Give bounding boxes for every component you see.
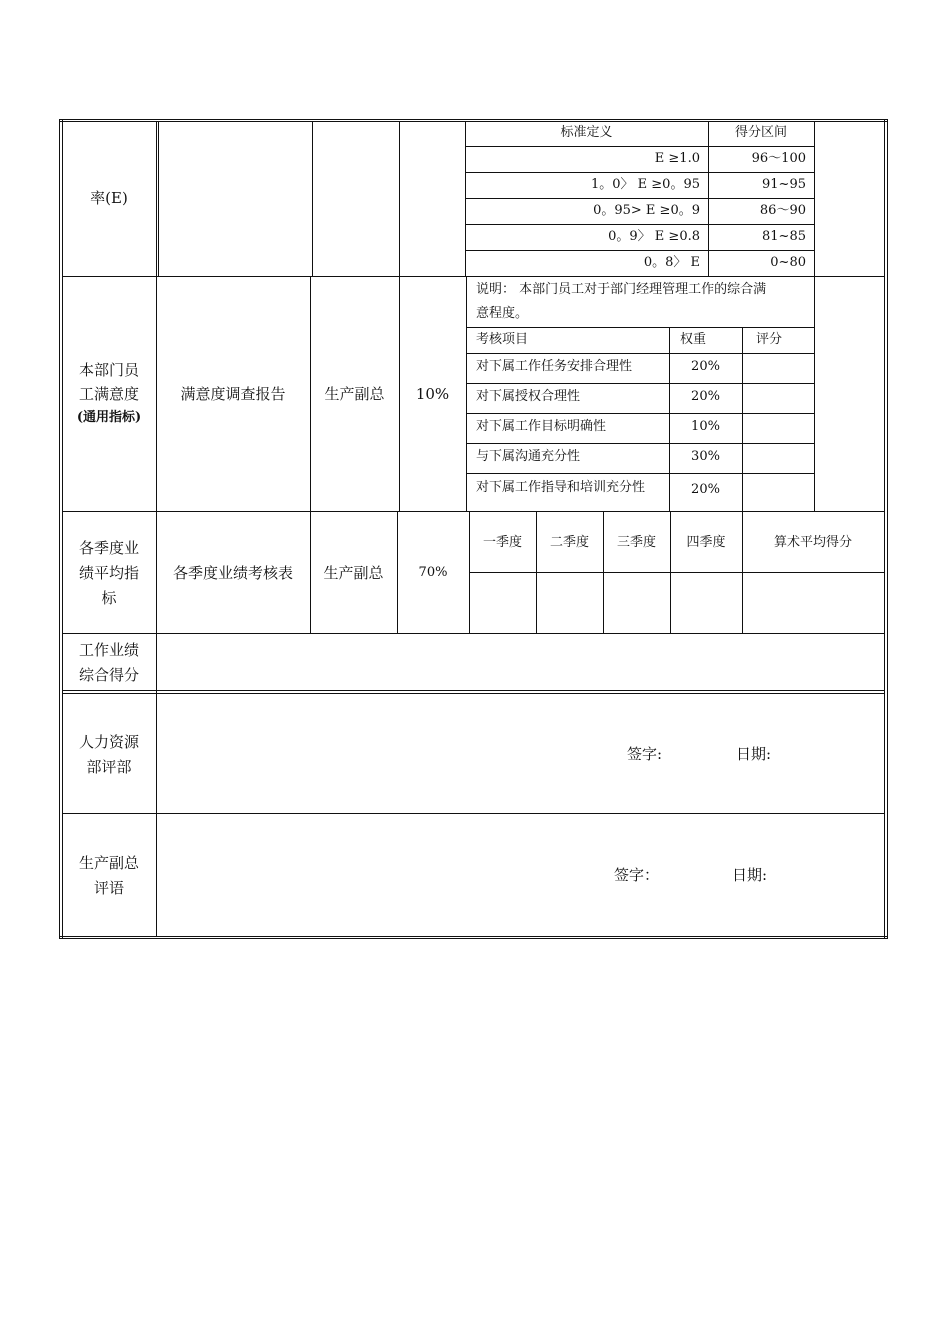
assessment-item-name: 对下属工作目标明确性 <box>476 419 607 434</box>
hr-sign-label: 签字: <box>627 745 663 763</box>
vp-label-line2: 评语 <box>93 879 124 897</box>
criteria-header-standard: 标准定义 <box>560 125 613 140</box>
overall-label-line1: 工作业绩 <box>78 641 139 659</box>
criteria-score: 86～90 <box>759 203 806 218</box>
quarter-header-q1: 一季度 <box>482 535 522 550</box>
quarter-header-q3: 三季度 <box>616 535 656 550</box>
quarterly-reviewer: 生产副总 <box>323 564 384 582</box>
criteria-score: 0~80 <box>770 255 806 270</box>
items-header-score: 评分 <box>756 332 783 347</box>
hr-date-label: 日期: <box>736 745 772 763</box>
assessment-item-weight: 20% <box>691 359 720 374</box>
rate-row-label: 率(E) <box>90 189 128 207</box>
satisfaction-label-line1: 本部门员 <box>78 361 139 379</box>
quarterly-label-line1: 各季度业 <box>78 539 139 557</box>
assessment-item-weight: 20% <box>691 482 720 497</box>
hr-label-line1: 人力资源 <box>78 733 139 751</box>
overall-label-line2: 综合得分 <box>78 666 139 684</box>
satisfaction-note-line2: 意程度。 <box>476 306 529 321</box>
criteria-standard: 0。9〉 E ≥0.8 <box>608 229 700 244</box>
satisfaction-label-line2: 工满意度 <box>78 385 139 403</box>
satisfaction-weight: 10% <box>415 385 450 403</box>
assessment-item-name: 对下属工作指导和培训充分性 <box>476 480 646 495</box>
quarterly-source: 各季度业绩考核表 <box>172 564 293 582</box>
assessment-item-weight: 10% <box>691 419 720 434</box>
items-header-weight: 权重 <box>680 332 707 347</box>
quarterly-label-line2: 绩平均指 <box>78 564 139 582</box>
criteria-score: 96～100 <box>751 151 806 166</box>
quarter-header-average: 算术平均得分 <box>773 535 852 550</box>
criteria-standard: 0。95> E ≥0。9 <box>593 203 700 218</box>
assessment-item-name: 对下属授权合理性 <box>476 389 581 404</box>
quarterly-label-line3: 标 <box>101 589 117 607</box>
quarterly-weight: 70% <box>418 565 448 580</box>
assessment-item-weight: 20% <box>691 389 720 404</box>
satisfaction-label-note: (通用指标) <box>76 410 142 425</box>
items-header-item: 考核项目 <box>476 332 529 347</box>
satisfaction-reviewer: 生产副总 <box>324 385 385 403</box>
criteria-standard: 0。8〉 E <box>643 255 700 270</box>
criteria-score: 91~95 <box>762 177 806 192</box>
vp-label-line1: 生产副总 <box>78 854 139 872</box>
assessment-item-weight: 30% <box>691 449 720 464</box>
quarter-header-q4: 四季度 <box>686 535 726 550</box>
criteria-standard: 1。0〉 E ≥0。95 <box>590 177 700 192</box>
vp-sign-label: 签字： <box>614 866 660 884</box>
satisfaction-note-line1: 说明： 本部门员工对于部门经理管理工作的综合满 <box>476 282 767 297</box>
criteria-standard: E ≥1.0 <box>654 151 700 166</box>
quarter-header-q2: 二季度 <box>549 535 589 550</box>
assessment-item-name: 与下属沟通充分性 <box>476 449 581 464</box>
satisfaction-source: 满意度调查报告 <box>180 385 286 403</box>
criteria-header-score-range: 得分区间 <box>734 125 787 140</box>
criteria-score: 81~85 <box>762 229 806 244</box>
hr-label-line2: 部评部 <box>86 758 132 776</box>
vp-date-label: 日期: <box>732 866 768 884</box>
assessment-item-name: 对下属工作任务安排合理性 <box>476 359 633 374</box>
